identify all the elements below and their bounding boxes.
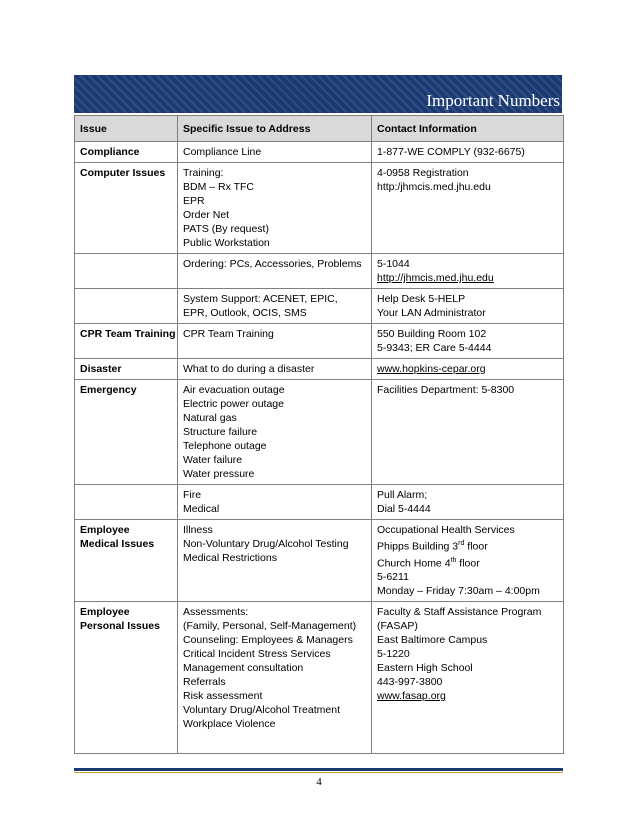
page-number: 4 — [316, 776, 322, 788]
contact-line: Eastern High School — [377, 662, 473, 674]
specific-issue-cell — [178, 602, 372, 754]
specific-line: EPR, Outlook, OCIS, SMS — [183, 307, 307, 319]
ordinal-suffix: rd — [458, 540, 465, 547]
specific-issue-cell — [178, 359, 372, 380]
issue-cell — [75, 324, 178, 359]
contact-line: 550 Building Room 102 — [377, 328, 487, 340]
contact-line: (FASAP) — [377, 620, 418, 632]
contact-line: Facilities Department: 5-8300 — [377, 384, 515, 396]
footer-accent-rule — [74, 772, 563, 773]
specific-line: Illness — [183, 524, 213, 536]
contact-line: East Baltimore Campus — [377, 634, 488, 646]
issue-label: Medical Issues — [80, 538, 155, 550]
specific-line: Medical Restrictions — [183, 552, 277, 564]
specific-issue-cell — [178, 485, 372, 520]
specific-line: CPR Team Training — [183, 328, 274, 340]
specific-line: Non-Voluntary Drug/Alcohol Testing — [183, 538, 349, 550]
specific-line: Water failure — [183, 454, 243, 466]
contact-line: 4-0958 Registration — [377, 167, 469, 179]
contact-line: 5-9343; ER Care 5-4444 — [377, 342, 492, 354]
specific-line: Ordering: PCs, Accessories, Problems — [183, 258, 362, 270]
specific-line: Order Net — [183, 209, 230, 221]
contact-text: Church Home 4 — [377, 557, 451, 569]
issue-cell — [75, 520, 178, 602]
table-row — [75, 289, 564, 324]
table-row — [75, 324, 564, 359]
issue-cell: Computer Issues — [75, 163, 178, 254]
specific-issue-cell — [178, 520, 372, 602]
specific-line: Telephone outage — [183, 440, 267, 452]
header-banner — [74, 75, 562, 113]
specific-line: EPR — [183, 195, 205, 207]
contact-line — [377, 554, 559, 571]
contact-link[interactable]: www.hopkins-cepar.org — [377, 363, 486, 375]
column-header-specific-issue: Specific Issue to Address — [178, 116, 372, 142]
table-header-row — [75, 116, 564, 142]
column-header-issue: Issue — [75, 116, 178, 142]
contact-text: floor — [467, 540, 488, 553]
footer-rule — [74, 768, 563, 771]
table-row — [75, 163, 564, 254]
contact-line: Pull Alarm; — [377, 489, 428, 501]
specific-issue-cell — [178, 380, 372, 485]
specific-line: Medical — [183, 503, 220, 515]
table-row — [75, 142, 564, 163]
contact-cell — [372, 289, 564, 324]
specific-line: Electric power outage — [183, 398, 284, 410]
specific-line: Management consultation — [183, 662, 304, 674]
contact-cell — [372, 142, 564, 163]
contact-cell — [372, 163, 564, 254]
specific-line: Public Workstation — [183, 237, 270, 249]
issue-cell — [75, 602, 178, 754]
issue-label: CPR Team Training — [80, 328, 176, 340]
specific-line: Voluntary Drug/Alcohol Treatment — [183, 704, 340, 716]
contact-line: 5-1220 — [377, 648, 410, 660]
table-row — [75, 359, 564, 380]
specific-issue-cell — [178, 163, 372, 254]
contact-line: Monday – Friday 7:30am – 4:00pm — [377, 585, 540, 597]
specific-issue-cell — [178, 254, 372, 289]
specific-line: Fire — [183, 489, 202, 501]
specific-line: Referrals — [183, 676, 226, 688]
table-row — [75, 254, 564, 289]
specific-line: Workplace Violence — [183, 718, 276, 730]
specific-line: Training: — [183, 167, 224, 179]
contact-link[interactable]: http://jhmcis.med.jhu.edu — [377, 272, 494, 284]
issue-cell: Emergency — [75, 380, 178, 485]
table-row — [75, 520, 564, 602]
contact-line: Your LAN Administrator — [377, 307, 486, 319]
contact-text: floor — [459, 557, 480, 569]
specific-issue-cell — [178, 142, 372, 163]
table-row — [75, 602, 564, 754]
important-numbers-table — [74, 115, 564, 754]
specific-line: (Family, Personal, Self-Management) — [183, 620, 357, 632]
specific-line: Water pressure — [183, 468, 255, 480]
issue-cell-empty — [75, 289, 178, 324]
specific-line: Natural gas — [183, 412, 237, 424]
contact-line: 5-1044 — [377, 258, 410, 270]
issue-label: Personal Issues — [80, 620, 160, 632]
page-title: Important Numbers — [426, 91, 560, 110]
contact-line: Faculty & Staff Assistance Program — [377, 606, 542, 618]
specific-line: Air evacuation outage — [183, 384, 285, 396]
specific-issue-cell — [178, 324, 372, 359]
specific-line: PATS (By request) — [183, 223, 269, 235]
specific-line: Risk assessment — [183, 690, 263, 702]
contact-cell — [372, 359, 564, 380]
specific-line: Compliance Line — [183, 146, 262, 158]
contact-line: 1-877-WE COMPLY (932-6675) — [377, 146, 525, 158]
contact-line: Help Desk 5-HELP — [377, 293, 466, 305]
contact-cell — [372, 520, 564, 602]
contact-link[interactable]: www.fasap.org — [377, 690, 446, 702]
specific-line: What to do during a disaster — [183, 363, 315, 375]
contact-cell — [372, 324, 564, 359]
specific-line: Assessments: — [183, 606, 249, 618]
issue-label: Employee — [80, 524, 130, 536]
contact-cell — [372, 380, 564, 485]
issue-cell-empty — [75, 485, 178, 520]
contact-line: 443-997-3800 — [377, 676, 443, 688]
specific-line: Counseling: Employees & Managers — [183, 634, 353, 646]
specific-line: System Support: ACENET, EPIC, — [183, 293, 338, 305]
issue-cell-empty — [75, 254, 178, 289]
contact-cell — [372, 254, 564, 289]
table-row — [75, 380, 564, 485]
contact-line: Dial 5-4444 — [377, 503, 431, 515]
contact-line — [377, 537, 559, 554]
ordinal-suffix: th — [450, 556, 457, 564]
specific-line: Critical Incident Stress Services — [183, 648, 331, 660]
specific-line: BDM – Rx TFC — [183, 181, 254, 193]
specific-line: Structure failure — [183, 426, 258, 438]
issue-label: Employee — [80, 606, 130, 618]
contact-cell — [372, 485, 564, 520]
contact-text: Phipps Building 3 — [377, 540, 459, 553]
contact-link[interactable]: http:/jhmcis.med.jhu.edu — [377, 181, 491, 193]
contact-line: Occupational Health Services — [377, 524, 515, 536]
issue-cell: Compliance — [75, 142, 178, 163]
contact-cell — [372, 602, 564, 754]
column-header-contact-information: Contact Information — [372, 116, 564, 142]
specific-issue-cell — [178, 289, 372, 324]
table-row — [75, 485, 564, 520]
contact-line: 5-6211 — [377, 571, 409, 583]
issue-cell: Disaster — [75, 359, 178, 380]
